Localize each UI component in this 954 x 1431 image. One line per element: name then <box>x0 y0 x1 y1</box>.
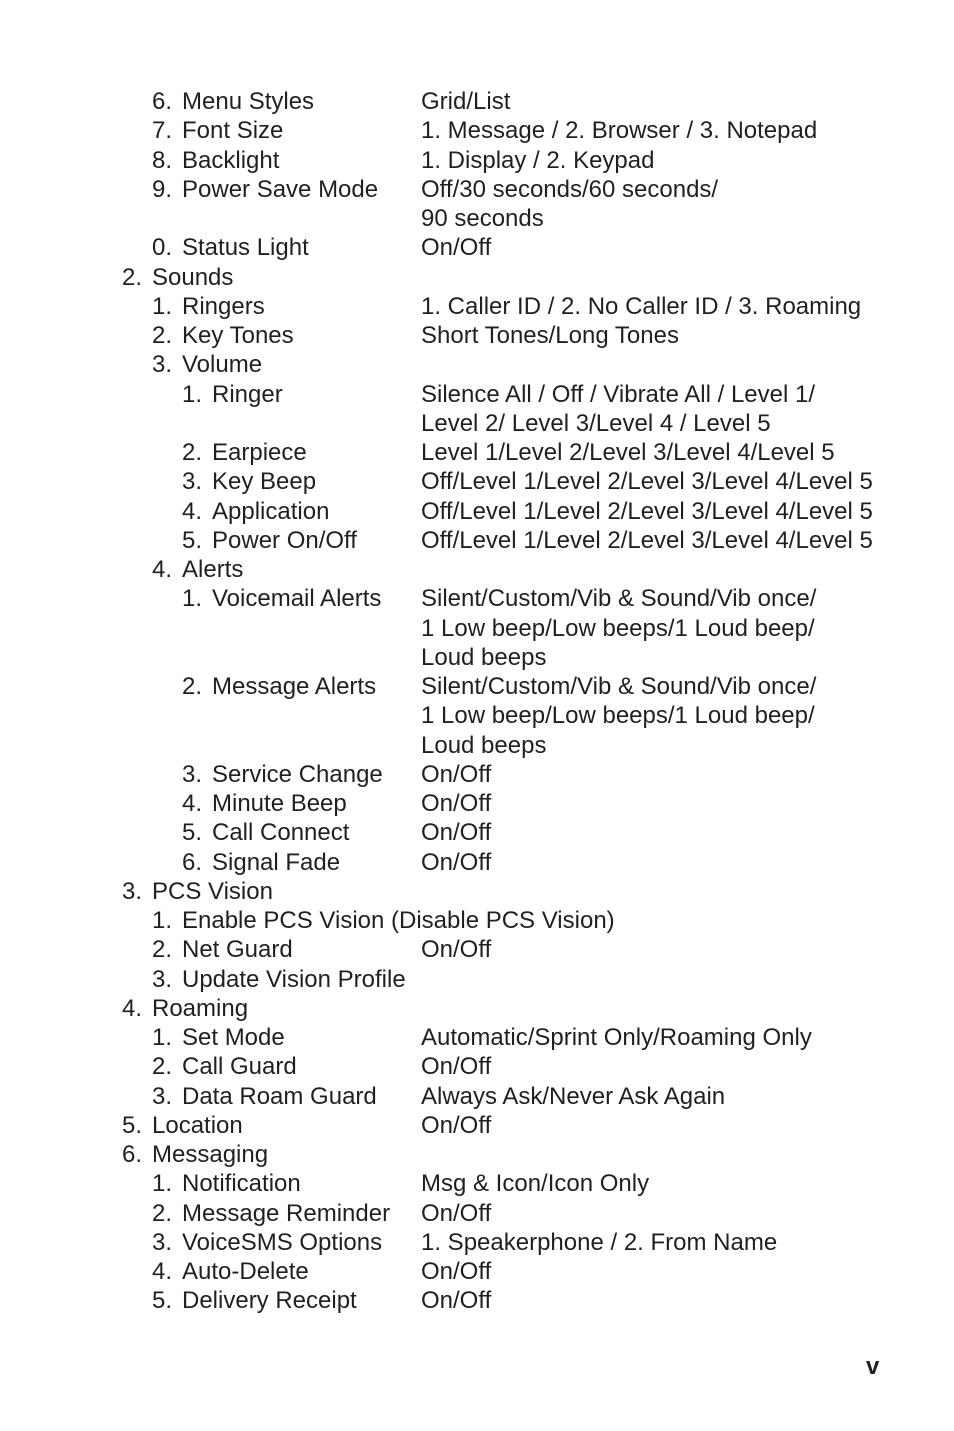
menu-row <box>0 350 954 379</box>
menu-item-label: Power On/Off <box>212 526 357 554</box>
menu-item-label: Call Connect <box>212 819 350 847</box>
menu-item-options: Level 1/Level 2/Level 3/Level 4/Level 5 <box>421 439 835 466</box>
menu-item-label: Signal Fade <box>212 848 341 876</box>
menu-row <box>0 233 954 262</box>
menu-item-label: Update Vision Profile <box>182 965 406 993</box>
menu-row <box>0 1140 954 1169</box>
menu-row <box>0 204 954 233</box>
menu-item-label: Application <box>212 497 330 525</box>
menu-item-number: 1. <box>152 907 173 934</box>
menu-item-number: 3. <box>152 351 173 379</box>
menu-item-number: 1. <box>152 1024 173 1051</box>
menu-row <box>0 175 954 204</box>
menu-item-number: 5. <box>152 1287 173 1315</box>
menu-item-options: 1 Low beep/Low beeps/1 Loud beep/ <box>421 614 815 642</box>
menu-item-options: On/Off <box>421 936 492 964</box>
menu-item-number: 2. <box>182 439 203 466</box>
menu-item-options: Off/30 seconds/60 seconds/ <box>421 175 719 203</box>
menu-item-label: Alerts <box>182 556 244 583</box>
menu-item-label: Enable PCS Vision (Disable PCS Vision) <box>182 907 615 934</box>
menu-row <box>0 877 954 906</box>
menu-item-options: Always Ask/Never Ask Again <box>421 1082 726 1110</box>
menu-item-label: Net Guard <box>182 936 293 964</box>
menu-item-options: On/Off <box>421 234 492 262</box>
menu-item-label: Earpiece <box>212 439 307 466</box>
menu-row <box>0 1286 954 1315</box>
menu-item-number: 1. <box>152 292 173 320</box>
menu-item-options: Automatic/Sprint Only/Roaming Only <box>421 1024 812 1051</box>
menu-item-number: 4. <box>182 790 203 817</box>
menu-item-label: PCS Vision <box>152 877 273 905</box>
menu-item-number: 3. <box>182 468 203 496</box>
menu-item-options: On/Off <box>421 819 492 847</box>
menu-row <box>0 555 954 584</box>
menu-row <box>0 906 954 935</box>
menu-row <box>0 1052 954 1081</box>
menu-item-number: 6. <box>122 1141 143 1168</box>
menu-item-options: On/Off <box>421 760 492 788</box>
menu-row <box>0 1169 954 1198</box>
menu-item-label: Key Tones <box>182 322 294 349</box>
menu-row <box>0 292 954 321</box>
menu-item-label: Delivery Receipt <box>182 1287 357 1315</box>
menu-row <box>0 935 954 964</box>
menu-item-label: Power Save Mode <box>182 175 379 203</box>
menu-item-number: 4. <box>152 1258 173 1285</box>
menu-item-options: On/Off <box>421 1199 492 1227</box>
menu-item-label: Message Alerts <box>212 673 377 700</box>
menu-row <box>0 760 954 789</box>
menu-item-options: Silent/Custom/Vib & Sound/Vib once/ <box>421 585 817 613</box>
menu-row <box>0 1082 954 1111</box>
menu-item-label: Ringer <box>212 380 283 408</box>
menu-item-number: 5. <box>122 1111 143 1139</box>
menu-row <box>0 848 954 877</box>
menu-item-options: Off/Level 1/Level 2/Level 3/Level 4/Level 5 <box>421 526 873 554</box>
menu-item-label: Volume <box>182 351 263 379</box>
menu-item-label: Font Size <box>182 117 284 145</box>
menu-item-options: On/Off <box>421 1258 492 1285</box>
menu-item-options: On/Off <box>421 1111 492 1139</box>
menu-row <box>0 818 954 847</box>
menu-item-options: 1. Message / 2. Browser / 3. Notepad <box>421 117 818 145</box>
menu-item-label: Status Light <box>182 234 309 262</box>
menu-row <box>0 789 954 818</box>
menu-item-label: Ringers <box>182 292 265 320</box>
menu-row <box>0 116 954 145</box>
menu-row <box>0 438 954 467</box>
menu-row <box>0 672 954 701</box>
menu-row <box>0 467 954 496</box>
menu-item-options: Off/Level 1/Level 2/Level 3/Level 4/Level 5 <box>421 468 873 496</box>
menu-row <box>0 263 954 292</box>
menu-item-label: Key Beep <box>212 468 317 496</box>
menu-item-number: 3. <box>152 1082 173 1110</box>
menu-row <box>0 146 954 175</box>
menu-item-label: Voicemail Alerts <box>212 585 382 613</box>
menu-item-label: Minute Beep <box>212 790 347 817</box>
menu-item-label: Backlight <box>182 146 280 174</box>
menu-item-label: Service Change <box>212 760 383 788</box>
menu-item-options: Off/Level 1/Level 2/Level 3/Level 4/Level 5 <box>421 497 873 525</box>
menu-item-label: VoiceSMS Options <box>182 1228 383 1256</box>
menu-item-label: Set Mode <box>182 1024 285 1051</box>
menu-row <box>0 965 954 994</box>
menu-item-label: Location <box>152 1111 243 1139</box>
menu-item-number: 3. <box>182 760 203 788</box>
menu-list <box>0 87 954 1316</box>
menu-item-options: Loud beeps <box>421 643 547 671</box>
menu-item-number: 2. <box>152 936 173 964</box>
menu-item-options: Short Tones/Long Tones <box>421 322 679 349</box>
menu-item-number: 2. <box>152 1053 173 1081</box>
menu-item-number: 7. <box>152 117 173 145</box>
menu-row <box>0 497 954 526</box>
menu-row <box>0 380 954 409</box>
menu-row <box>0 701 954 730</box>
menu-row <box>0 409 954 438</box>
menu-row <box>0 1228 954 1257</box>
menu-item-number: 3. <box>122 877 143 905</box>
menu-item-label: Auto-Delete <box>182 1258 309 1285</box>
menu-item-label: Messaging <box>152 1141 269 1168</box>
menu-row <box>0 1023 954 1052</box>
menu-item-label: Menu Styles <box>182 88 315 115</box>
menu-item-number: 2. <box>152 1199 173 1227</box>
menu-item-number: 6. <box>182 848 203 876</box>
menu-item-number: 6. <box>152 88 173 115</box>
menu-row <box>0 87 954 116</box>
menu-item-number: 0. <box>152 234 173 262</box>
menu-item-number: 4. <box>152 556 173 583</box>
menu-item-label: Roaming <box>152 994 249 1022</box>
menu-item-number: 8. <box>152 146 173 174</box>
menu-row <box>0 1111 954 1140</box>
menu-item-options: Level 2/ Level 3/Level 4 / Level 5 <box>421 409 771 437</box>
menu-item-number: 2. <box>152 322 173 349</box>
menu-item-number: 2. <box>122 263 143 291</box>
menu-row <box>0 1199 954 1228</box>
menu-item-options: On/Off <box>421 1053 492 1081</box>
menu-item-options: On/Off <box>421 790 492 817</box>
menu-row <box>0 321 954 350</box>
menu-item-number: 9. <box>152 175 173 203</box>
menu-item-options: Loud beeps <box>421 731 547 759</box>
menu-row <box>0 614 954 643</box>
menu-row <box>0 731 954 760</box>
menu-item-label: Data Roam Guard <box>182 1082 377 1110</box>
menu-item-options: 1. Display / 2. Keypad <box>421 146 655 174</box>
menu-item-number: 3. <box>152 965 173 993</box>
menu-item-number: 1. <box>182 585 203 613</box>
menu-item-number: 5. <box>182 526 203 554</box>
menu-item-number: 1. <box>152 1170 173 1198</box>
menu-item-label: Sounds <box>152 263 234 291</box>
menu-row <box>0 994 954 1023</box>
menu-item-number: 4. <box>122 994 143 1022</box>
menu-item-options: Silence All / Off / Vibrate All / Level 1/ <box>421 380 815 408</box>
menu-item-number: 1. <box>182 380 203 408</box>
menu-item-options: 90 seconds <box>421 205 544 232</box>
menu-item-options: 1 Low beep/Low beeps/1 Loud beep/ <box>421 702 815 730</box>
menu-row <box>0 1257 954 1286</box>
menu-item-number: 5. <box>182 819 203 847</box>
menu-item-number: 3. <box>152 1228 173 1256</box>
menu-item-options: 1. Caller ID / 2. No Caller ID / 3. Roaming <box>421 292 862 320</box>
menu-item-options: 1. Speakerphone / 2. From Name <box>421 1228 778 1256</box>
menu-item-label: Notification <box>182 1170 301 1198</box>
menu-item-options: On/Off <box>421 1287 492 1315</box>
menu-row <box>0 643 954 672</box>
menu-item-options: Grid/List <box>421 88 511 115</box>
menu-row <box>0 584 954 613</box>
menu-item-number: 4. <box>182 497 203 525</box>
menu-item-options: On/Off <box>421 848 492 876</box>
menu-item-number: 2. <box>182 673 203 700</box>
menu-item-options: Msg & Icon/Icon Only <box>421 1170 650 1198</box>
page-number: v <box>866 1353 880 1380</box>
menu-item-label: Call Guard <box>182 1053 297 1081</box>
menu-item-options: Silent/Custom/Vib & Sound/Vib once/ <box>421 673 817 700</box>
menu-row <box>0 526 954 555</box>
menu-item-label: Message Reminder <box>182 1199 391 1227</box>
